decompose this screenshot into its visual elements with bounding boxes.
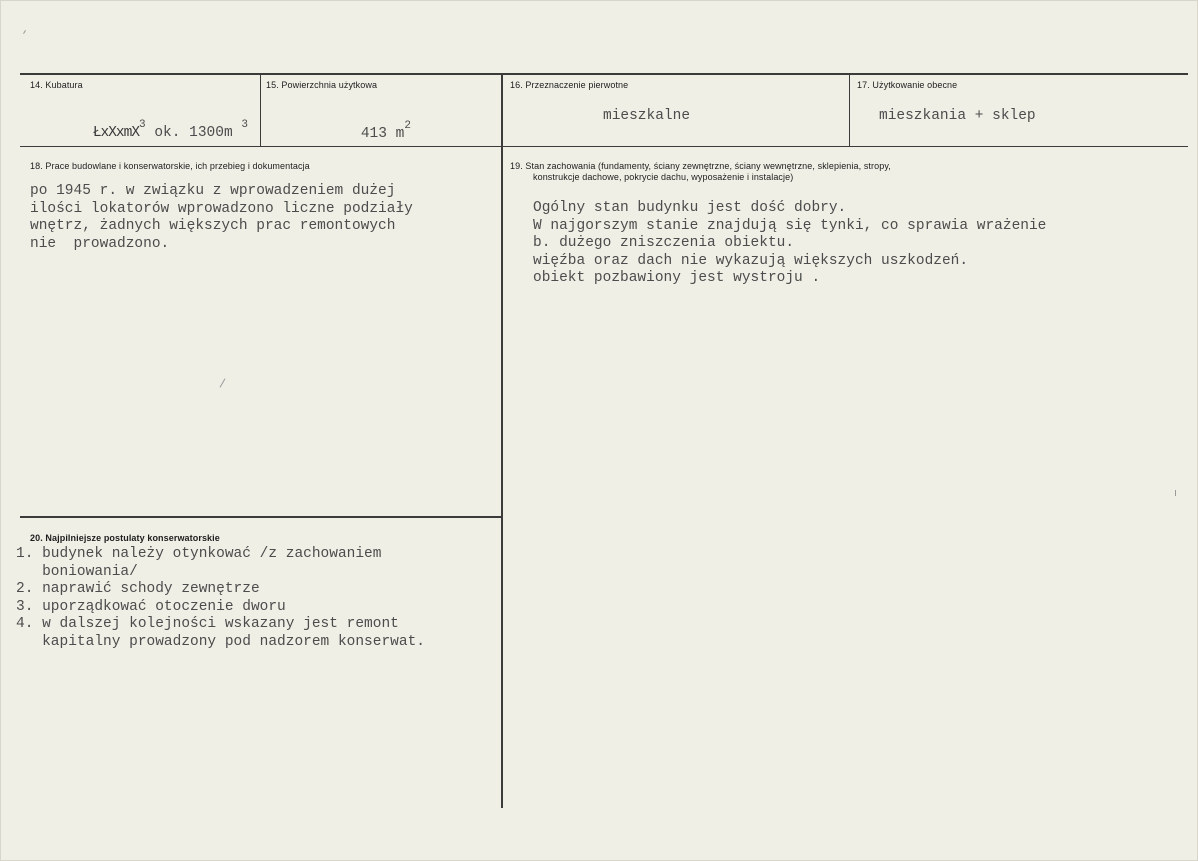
pencil-mark [23,30,26,34]
field-15-area: 413 m [360,125,405,142]
text-line: ilości lokatorów wprowadzono liczne podziały [30,200,413,217]
divider-main [501,74,503,808]
text-line: więźba oraz dach nie wykazują większych uszkodzeń. [533,252,969,269]
field-20-label: 20. Najpilniejsze postulaty konserwatorskie [30,533,220,543]
text-line: nie prowadzono. [30,235,170,252]
pencil-mark [1175,490,1176,496]
field-14-unit-sup: 3 [241,118,248,131]
field-18-text [30,183,413,253]
field-14-struck-sup: 3 [139,118,146,131]
divider-14-15 [260,74,261,147]
text-line: obiekt pozbawiony jest wystroju . [533,270,821,286]
list-item: 2. naprawić schody zewnętrze [16,581,260,597]
field-14-value [58,107,248,161]
pencil-mark [220,378,226,387]
field-14-label: 14. Kubatura [30,80,83,90]
field-16-label: 16. Przeznaczenie pierwotne [510,80,629,90]
list-item: 4. w dalszej kolejności wskazany jest remont [16,616,399,632]
list-item: kapitalny prowadzony pod nadzorem konserwat. [16,633,425,650]
field-18-label: 18. Prace budowlane i konserwatorskie, ich przebieg i dokumentacja [30,161,310,171]
text-line: po 1945 r. w związku z wprowadzeniem dużej [30,183,396,199]
field-15-label: 15. Powierzchnia użytkowa [266,80,378,90]
field-15-unit-sup: 2 [404,119,411,132]
text-line: b. dużego zniszczenia obiektu. [533,235,795,251]
text-line: wnętrz, żadnych większych prac remontowych [30,218,396,234]
field-14-volume: ok. 1300m [154,124,233,141]
field-17-value: mieszkania + sklep [879,108,1036,124]
field-20-text [16,546,425,651]
field-19-label-line-2: konstrukcje dachowe, pokrycie dachu, wyposażenie i instalacje) [533,172,794,182]
divider-16-17 [849,74,850,147]
field-14-struck-text: ŁxXxmX [92,124,140,141]
divider-18-20 [20,516,502,518]
top-rule [20,73,1188,75]
list-item: boniowania/ [16,563,138,580]
list-item: 3. uporządkować otoczenie dworu [16,598,286,615]
field-19-text [533,200,1046,288]
field-15-value [326,108,411,162]
field-19-label-line-1: 19. Stan zachowania (fundamenty, ściany zewnętrzne, ściany wewnętrzne, sklepienia, stropy, [510,161,891,171]
text-line: Ogólny stan budynku jest dość dobry. [533,200,847,216]
list-item: 1. budynek należy otynkować /z zachowaniem [16,546,382,562]
text-line: W najgorszym stanie znajdują się tynki, co sprawia wrażenie [533,217,1047,234]
field-16-value: mieszkalne [603,108,691,124]
field-17-label: 17. Użytkowanie obecne [857,80,958,90]
